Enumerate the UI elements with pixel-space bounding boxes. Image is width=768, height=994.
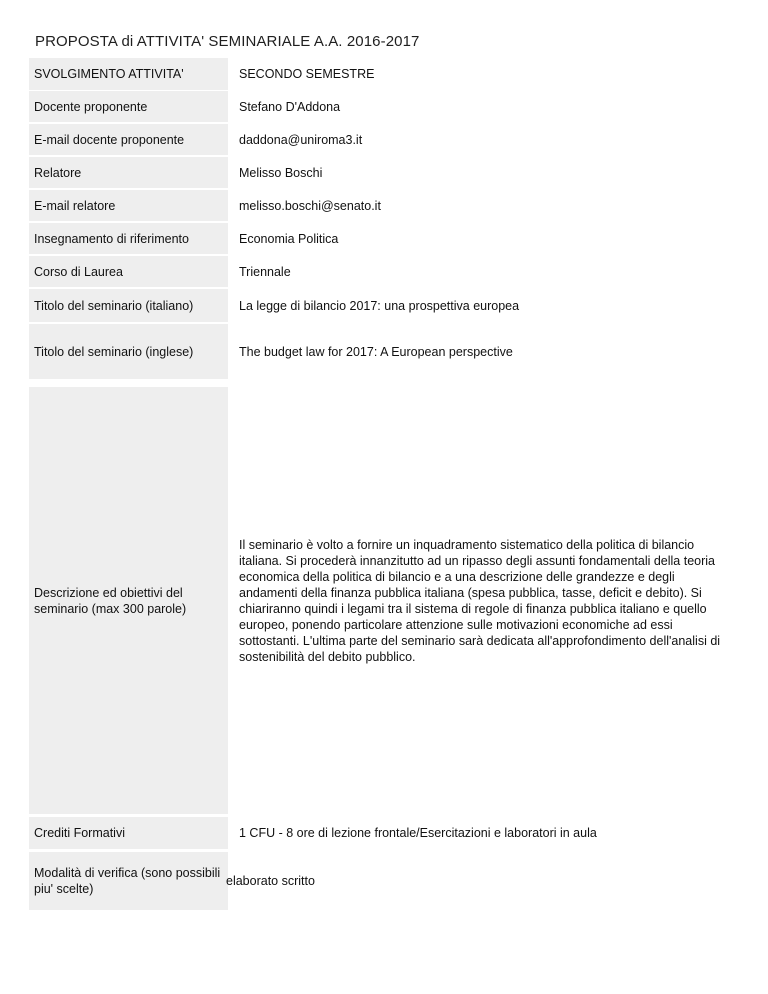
table-row bbox=[29, 387, 739, 814]
row-value: Il seminario è volto a fornire un inquadramento sistematico della politica di bilancio italiana. Si procederà innanzitutto ad un ripasso degli assunti fondamentali della teoria economica della politica di bilancio e a una descrizione delle grandezze e degli andamenti della finanza pubblica italiana (spesa pubblica, tasse, deficit e debito). Si chiariranno quindi i legami tra il sistema di regole di finanza pubblica italiano e quello europeo, ponendo particolare attenzione sulle motivazioni economiche ad essi sottostanti. L'ultima parte del seminario sarà dedicata all'approfondimento dell'analisi di sostenibilità del debito pubblico. bbox=[239, 537, 721, 664]
table-row bbox=[29, 223, 739, 254]
row-value: 1 CFU - 8 ore di lezione frontale/Esercitazioni e laboratori in aula bbox=[239, 826, 597, 840]
table-row bbox=[29, 91, 739, 122]
table-row bbox=[29, 852, 739, 910]
row-label: Crediti Formativi bbox=[29, 817, 228, 849]
table-row bbox=[29, 157, 739, 188]
row-value: The budget law for 2017: A European perspective bbox=[239, 344, 513, 359]
row-value: SECONDO SEMESTRE bbox=[239, 67, 375, 81]
row-value: La legge di bilancio 2017: una prospettiva europea bbox=[239, 298, 520, 313]
table-row bbox=[29, 289, 739, 322]
table-row bbox=[29, 190, 739, 221]
row-label: Docente proponente bbox=[29, 91, 228, 122]
row-label: Relatore bbox=[29, 157, 228, 188]
table-row bbox=[29, 324, 739, 379]
row-label: Titolo del seminario (italiano) bbox=[29, 289, 228, 322]
table-row bbox=[29, 256, 739, 287]
row-value: daddona@uniroma3.it bbox=[239, 132, 363, 147]
row-label: SVOLGIMENTO ATTIVITA' bbox=[29, 58, 228, 90]
table-row bbox=[29, 817, 739, 849]
row-label: Descrizione ed obiettivi del seminario (max 300 parole) bbox=[29, 387, 228, 814]
row-value: melisso.boschi@senato.it bbox=[239, 198, 381, 213]
row-label: Insegnamento di riferimento bbox=[29, 223, 228, 254]
row-label: Titolo del seminario (inglese) bbox=[29, 324, 228, 379]
row-value: elaborato scritto bbox=[226, 874, 315, 888]
row-value: Melisso Boschi bbox=[239, 165, 323, 180]
row-label: E-mail relatore bbox=[29, 190, 228, 221]
row-value: Stefano D'Addona bbox=[239, 99, 341, 114]
table-row bbox=[29, 58, 739, 90]
table-row bbox=[29, 124, 739, 155]
row-value: Economia Politica bbox=[239, 231, 339, 246]
row-label: E-mail docente proponente bbox=[29, 124, 228, 155]
row-value: Triennale bbox=[239, 264, 291, 279]
row-label: Modalità di verifica (sono possibili piu' scelte) bbox=[29, 852, 228, 910]
row-label: Corso di Laurea bbox=[29, 256, 228, 287]
document-title: PROPOSTA di ATTIVITA' SEMINARIALE A.A. 2016-2017 bbox=[35, 33, 420, 50]
